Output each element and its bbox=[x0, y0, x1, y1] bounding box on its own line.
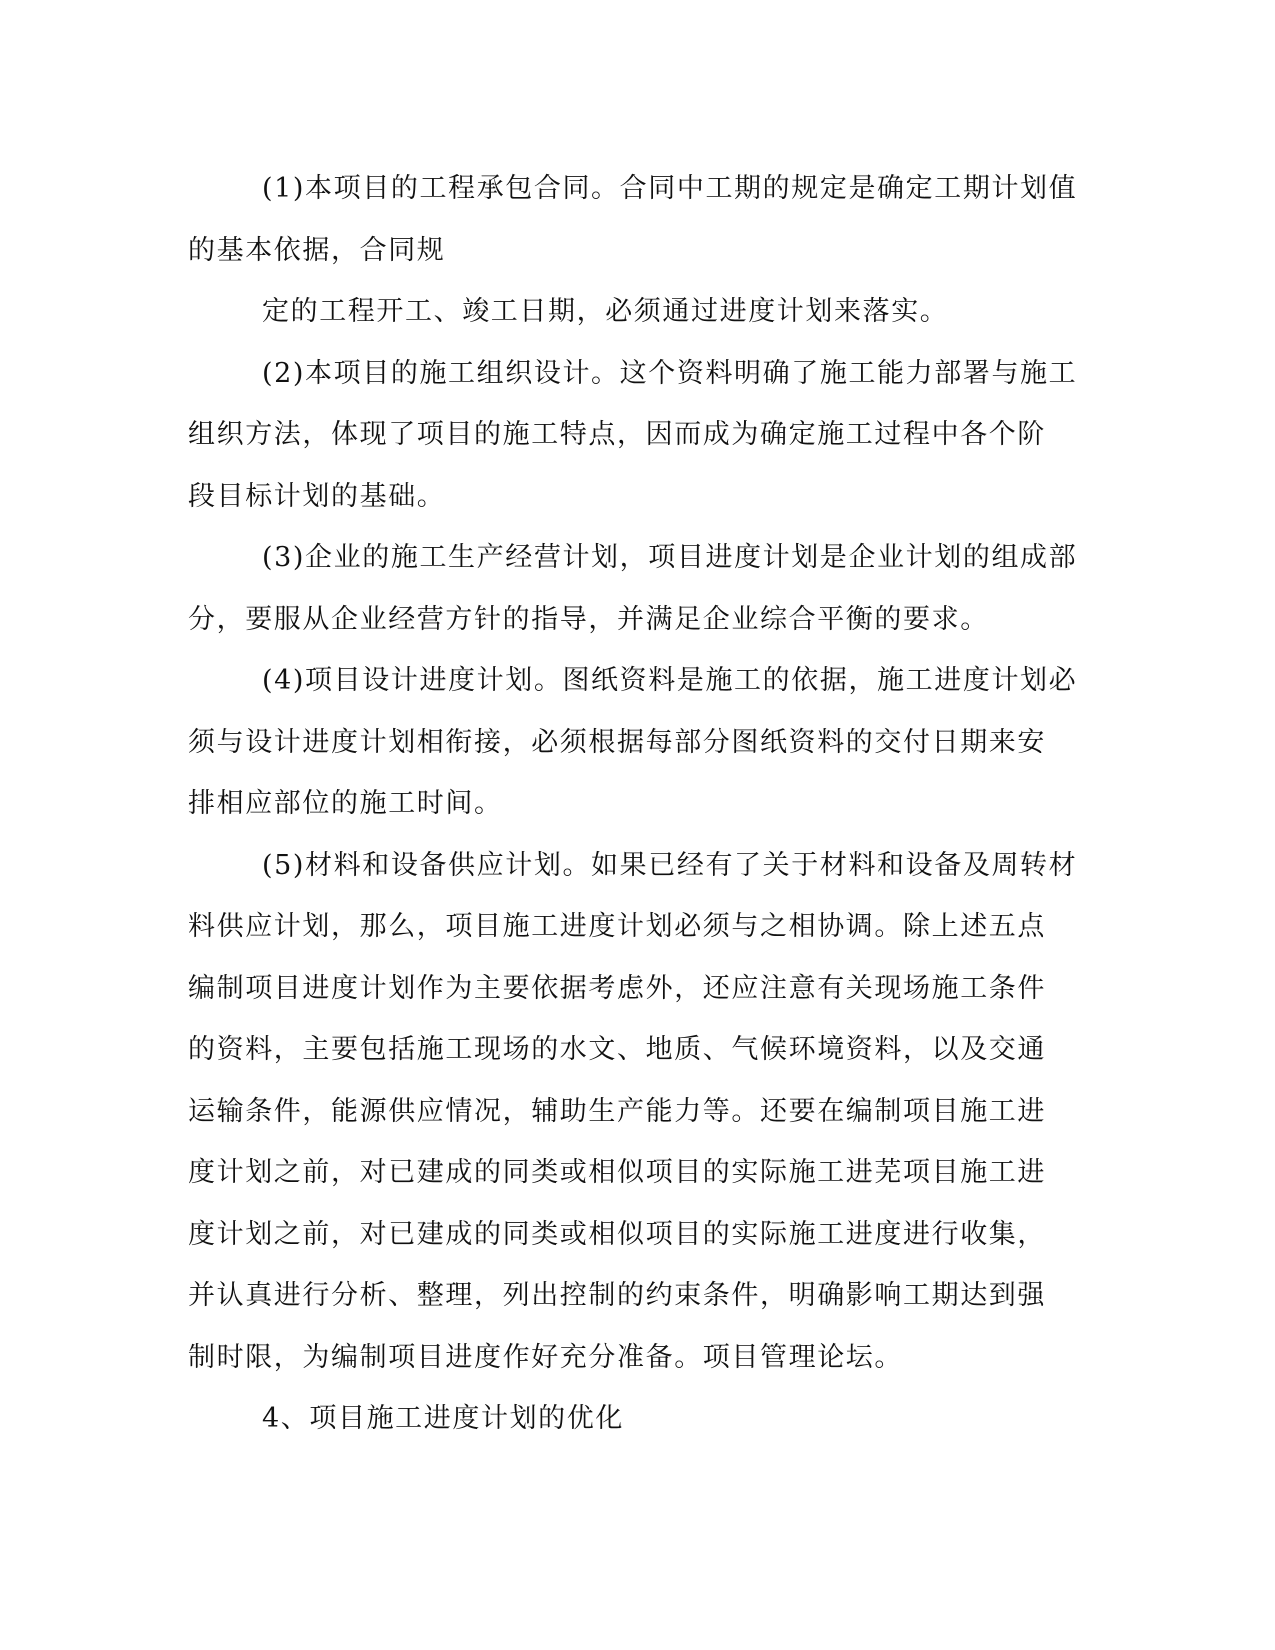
paragraph-5 bbox=[188, 650, 1078, 835]
text-line: (5)材料和设备供应计划。如果已经有了关于材料和设备及周转材 bbox=[262, 849, 1078, 881]
paragraph-3 bbox=[188, 343, 1078, 528]
text-line: 分，要服从企业经营方针的指导，并满足企业综合平衡的要求。 bbox=[188, 603, 989, 635]
paragraph-4 bbox=[188, 527, 1078, 650]
text-line: 4、项目施工进度计划的优化 bbox=[262, 1403, 624, 1434]
section-heading bbox=[188, 1388, 1078, 1450]
document-body bbox=[188, 158, 1078, 1450]
text-line: (1)本项目的工程承包合同。合同中工期的规定是确定工期计划值 bbox=[262, 173, 1078, 204]
text-line: 的基本依据，合同规 bbox=[188, 234, 446, 266]
text-line: (2)本项目的施工组织设计。这个资料明确了施工能力部署与施工 bbox=[262, 357, 1078, 389]
text-line: (4)项目设计进度计划。图纸资料是施工的依据，施工进度计划必 bbox=[262, 665, 1078, 696]
text-line: 料供应计划，那么，项目施工进度计划必须与之相协调。除上述五点 bbox=[188, 911, 1046, 942]
text-line: 组织方法，体现了项目的施工特点，因而成为确定施工过程中各个阶 bbox=[188, 419, 1046, 450]
text-line: 段目标计划的基础。 bbox=[188, 480, 446, 512]
text-line: 排相应部位的施工时间。 bbox=[188, 788, 503, 819]
text-line: 定的工程开工、竣工日期，必须通过进度计划来落实。 bbox=[262, 296, 949, 327]
text-line: 运输条件，能源供应情况，辅助生产能力等。还要在编制项目施工进 bbox=[188, 1095, 1046, 1127]
text-line: 须与设计进度计划相衔接，必须根据每部分图纸资料的交付日期来安 bbox=[188, 726, 1046, 758]
text-line: (3)企业的施工生产经营计划，项目进度计划是企业计划的组成部 bbox=[262, 542, 1078, 573]
text-line: 制时限，为编制项目进度作好充分准备。项目管理论坛。 bbox=[188, 1341, 903, 1373]
text-line: 度计划之前，对已建成的同类或相似项目的实际施工进度进行收集， bbox=[188, 1218, 1046, 1250]
text-line: 的资料，主要包括施工现场的水文、地质、气候环境资料，以及交通 bbox=[188, 1034, 1046, 1065]
text-line: 编制项目进度计划作为主要依据考虑外，还应注意有关现场施工条件 bbox=[188, 972, 1046, 1004]
text-line: 并认真进行分析、整理，列出控制的约束条件，明确影响工期达到强 bbox=[188, 1280, 1046, 1311]
paragraph-6 bbox=[188, 835, 1078, 1389]
paragraph-2 bbox=[188, 281, 1078, 343]
text-line: 度计划之前，对已建成的同类或相似项目的实际施工进芜项目施工进 bbox=[188, 1157, 1046, 1188]
paragraph-1 bbox=[188, 158, 1078, 281]
